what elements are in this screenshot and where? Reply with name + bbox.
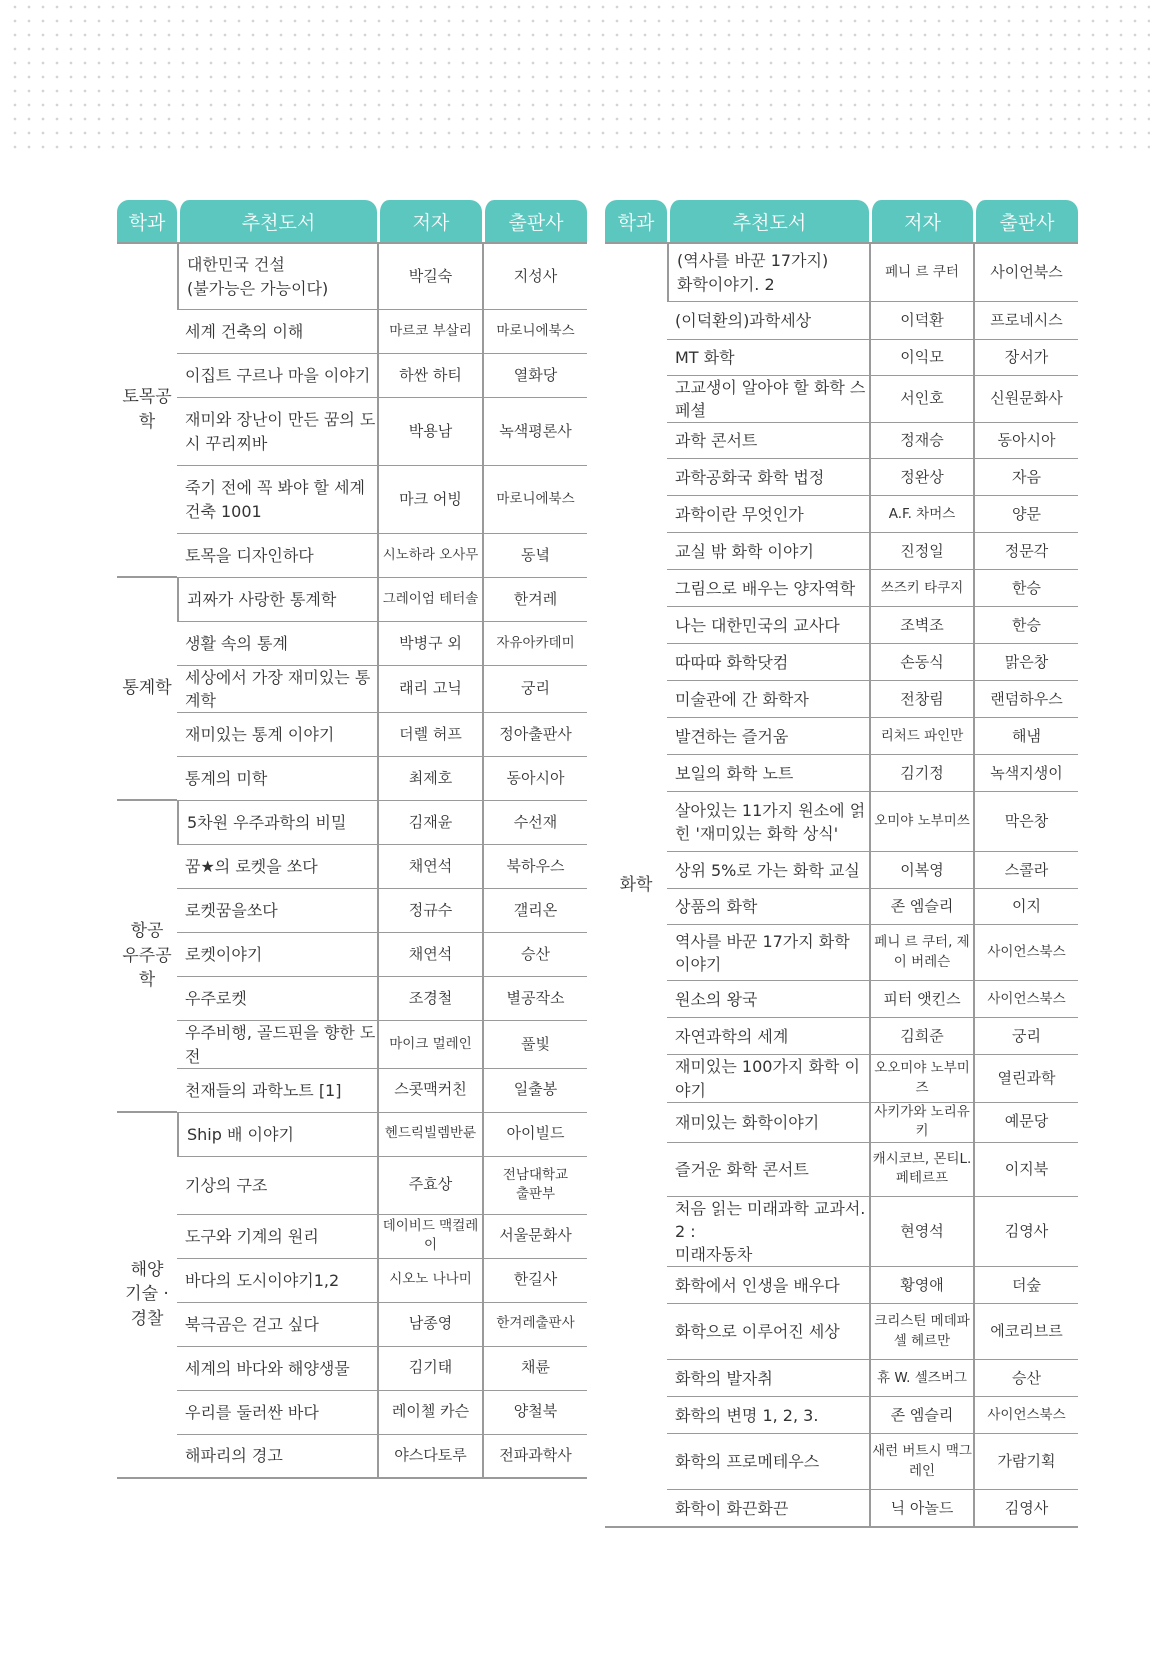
publisher-cell: 이지	[973, 889, 1078, 925]
author-cell: 주효상	[377, 1157, 482, 1215]
table-row	[117, 1259, 587, 1303]
publisher-cell: 북하우스	[482, 845, 587, 889]
book-title-cell: 화학의 발자취	[667, 1360, 869, 1397]
table-row	[117, 534, 587, 578]
author-cell: 이복영	[869, 852, 973, 889]
table-row	[605, 1360, 1078, 1397]
publisher-cell: 지성사	[482, 242, 587, 310]
table-row	[605, 1018, 1078, 1055]
book-title-cell: 원소의 왕국	[667, 981, 869, 1018]
book-title-cell: 해파리의 경고	[177, 1435, 377, 1479]
author-cell: 손동식	[869, 644, 973, 681]
publisher-cell: 한겨레	[482, 578, 587, 622]
author-cell: 이익모	[869, 340, 973, 376]
header-dept: 학과	[117, 200, 177, 242]
book-title-cell: 발견하는 즐거움	[667, 718, 869, 755]
table-row	[117, 1069, 587, 1113]
book-title-cell: 고교생이 알아야 할 화학 스페셜	[667, 376, 869, 423]
author-cell: 마크 어빙	[377, 466, 482, 534]
author-cell: 마르코 부살리	[377, 310, 482, 354]
table-row	[117, 354, 587, 398]
book-title-cell: 과학이란 무엇인가	[667, 496, 869, 533]
table-row	[605, 1490, 1078, 1528]
left-table-body	[117, 242, 587, 1479]
author-cell: 피터 앳킨스	[869, 981, 973, 1018]
publisher-cell: 프로네시스	[973, 302, 1078, 340]
publisher-cell: 사이언스북스	[973, 925, 1078, 981]
publisher-cell: 마로니에북스	[482, 310, 587, 354]
book-title-cell: 상위 5%로 가는 화학 교실	[667, 852, 869, 889]
left-header-row	[117, 200, 587, 242]
author-cell: 시오노 나나미	[377, 1259, 482, 1303]
author-cell: 캐시코브, 몬티L.페테르프	[869, 1143, 973, 1197]
table-row	[117, 977, 587, 1021]
table-row	[117, 578, 587, 622]
author-cell: 리처드 파인만	[869, 718, 973, 755]
publisher-cell: 별공작소	[482, 977, 587, 1021]
book-title-cell: 우주로켓	[177, 977, 377, 1021]
publisher-cell: 양문	[973, 496, 1078, 533]
publisher-cell: 자유아카데미	[482, 622, 587, 666]
publisher-cell: 풀빛	[482, 1021, 587, 1068]
dept-cell: 해양 기술 · 경찰	[117, 1113, 177, 1479]
author-cell: 새런 버트시 맥그레인	[869, 1434, 973, 1490]
table-row	[117, 933, 587, 977]
table-row	[605, 376, 1078, 423]
book-title-cell: 생활 속의 통계	[177, 622, 377, 666]
publisher-cell: 동아시아	[482, 757, 587, 801]
table-row	[605, 792, 1078, 852]
author-cell: 더렐 허프	[377, 713, 482, 757]
author-cell: 남종영	[377, 1303, 482, 1347]
header-book: 추천도서	[667, 200, 869, 242]
table-row	[117, 1113, 587, 1157]
publisher-cell: 열화당	[482, 354, 587, 398]
book-title-cell: 그림으로 배우는 양자역학	[667, 570, 869, 607]
publisher-cell: 정아출판사	[482, 713, 587, 757]
dept-cell: 항공 우주공학	[117, 801, 177, 1112]
book-title-cell: 세계의 바다와 해양생물	[177, 1347, 377, 1391]
author-cell: 데이비드 맥컬레이	[377, 1215, 482, 1259]
author-cell: 채연석	[377, 933, 482, 977]
book-title-cell: 자연과학의 세계	[667, 1018, 869, 1055]
table-row	[605, 889, 1078, 925]
author-cell: 존 엠슬리	[869, 889, 973, 925]
book-title-cell: 로켓꿈을쏘다	[177, 889, 377, 933]
author-cell: 현영석	[869, 1197, 973, 1268]
author-cell: 전창림	[869, 681, 973, 718]
table-row	[117, 713, 587, 757]
table-row	[117, 1021, 587, 1068]
author-cell: 야스다토루	[377, 1435, 482, 1479]
author-cell: 헨드릭빌렘반룬	[377, 1113, 482, 1157]
author-cell: 시노하라 오사무	[377, 534, 482, 578]
dept-cell: 토목공학	[117, 242, 177, 578]
publisher-cell: 스콜라	[973, 852, 1078, 889]
author-cell: 쓰즈키 타쿠지	[869, 570, 973, 607]
publisher-cell: 승산	[973, 1360, 1078, 1397]
header-author: 저자	[377, 200, 482, 242]
dept-cell: 화학	[605, 242, 667, 1528]
book-title-cell: 토목을 디자인하다	[177, 534, 377, 578]
publisher-cell: 궁리	[482, 666, 587, 713]
author-cell: 스콧맥커친	[377, 1069, 482, 1113]
book-title-cell: 교실 밖 화학 이야기	[667, 533, 869, 570]
table-row	[605, 1304, 1078, 1360]
book-title-cell: 기상의 구조	[177, 1157, 377, 1215]
book-title-cell: 화학의 프로메테우스	[667, 1434, 869, 1490]
table-row	[117, 1157, 587, 1215]
author-cell: 김기정	[869, 755, 973, 792]
header-dept: 학과	[605, 200, 667, 242]
table-row	[605, 423, 1078, 459]
author-cell: 황영애	[869, 1267, 973, 1304]
publisher-cell: 전파과학사	[482, 1435, 587, 1479]
table-row	[605, 755, 1078, 792]
author-cell: 크리스틴 메데파셀 헤르만	[869, 1304, 973, 1360]
right-header-row	[605, 200, 1078, 242]
table-row	[605, 1397, 1078, 1434]
author-cell: 페니 르 쿠터	[869, 242, 973, 302]
author-cell: 진정일	[869, 533, 973, 570]
table-row	[605, 1103, 1078, 1143]
book-title-cell: 이집트 구르나 마을 이야기	[177, 354, 377, 398]
table-row	[117, 398, 587, 466]
author-cell: 조경철	[377, 977, 482, 1021]
publisher-cell: 맑은창	[973, 644, 1078, 681]
publisher-cell: 김영사	[973, 1490, 1078, 1528]
book-title-cell: 보일의 화학 노트	[667, 755, 869, 792]
table-row	[117, 622, 587, 666]
table-row	[605, 644, 1078, 681]
publisher-cell: 녹색평론사	[482, 398, 587, 466]
table-row	[117, 466, 587, 534]
publisher-cell: 김영사	[973, 1197, 1078, 1268]
author-cell: 이덕환	[869, 302, 973, 340]
author-cell: 휴 W. 셀즈버그	[869, 1360, 973, 1397]
publisher-cell: 열린과학	[973, 1055, 1078, 1102]
book-title-cell: 나는 대한민국의 교사다	[667, 607, 869, 644]
table-row	[605, 302, 1078, 340]
table-row	[605, 1143, 1078, 1197]
header-author: 저자	[869, 200, 973, 242]
author-cell: 조벽조	[869, 607, 973, 644]
publisher-cell: 한승	[973, 570, 1078, 607]
author-cell: 박용남	[377, 398, 482, 466]
table-row	[117, 889, 587, 933]
book-title-cell: 우주비행, 골드핀을 향한 도전	[177, 1021, 377, 1068]
publisher-cell: 양철북	[482, 1391, 587, 1435]
table-row	[117, 801, 587, 845]
publisher-cell: 승산	[482, 933, 587, 977]
author-cell: 김재윤	[377, 801, 482, 845]
book-title-cell: 로켓이야기	[177, 933, 377, 977]
publisher-cell: 서울문화사	[482, 1215, 587, 1259]
author-cell: 채연석	[377, 845, 482, 889]
author-cell: 박병구 외	[377, 622, 482, 666]
book-title-cell: 재미있는 화학이야기	[667, 1103, 869, 1143]
table-row	[117, 1215, 587, 1259]
publisher-cell: 사이언스북스	[973, 1397, 1078, 1434]
table-row	[117, 1435, 587, 1479]
book-title-cell: 도구와 기계의 원리	[177, 1215, 377, 1259]
book-title-cell: 대한민국 건설 (불가능은 가능이다)	[177, 242, 377, 310]
publisher-cell: 마로니에북스	[482, 466, 587, 534]
author-cell: 오오미야 노부미즈	[869, 1055, 973, 1102]
publisher-cell: 신원문화사	[973, 376, 1078, 423]
publisher-cell: 전남대학교 출판부	[482, 1157, 587, 1215]
author-cell: 최제호	[377, 757, 482, 801]
dept-cell: 통계학	[117, 578, 177, 801]
author-cell: 페니 르 쿠터, 제이 버레슨	[869, 925, 973, 981]
table-row	[117, 666, 587, 713]
publisher-cell: 아이빌드	[482, 1113, 587, 1157]
table-row	[605, 1197, 1078, 1268]
book-title-cell: 미술관에 간 화학자	[667, 681, 869, 718]
publisher-cell: 장서가	[973, 340, 1078, 376]
author-cell: 서인호	[869, 376, 973, 423]
table-row	[605, 1267, 1078, 1304]
book-title-cell: 화학으로 이루어진 세상	[667, 1304, 869, 1360]
book-title-cell: 재미있는 통계 이야기	[177, 713, 377, 757]
table-row	[605, 925, 1078, 981]
author-cell: 정완상	[869, 459, 973, 496]
publisher-cell: 해냄	[973, 718, 1078, 755]
publisher-cell: 사이언스북스	[973, 981, 1078, 1018]
book-title-cell: 재미있는 100가지 화학 이야기	[667, 1055, 869, 1102]
author-cell: A.F. 차머스	[869, 496, 973, 533]
author-cell: 레이첼 카슨	[377, 1391, 482, 1435]
book-title-cell: 화학이 화끈화끈	[667, 1490, 869, 1528]
book-title-cell: 죽기 전에 꼭 봐야 할 세계 건축 1001	[177, 466, 377, 534]
author-cell: 정규수	[377, 889, 482, 933]
book-title-cell: 처음 읽는 미래과학 교과서. 2 : 미래자동차	[667, 1197, 869, 1268]
publisher-cell: 한길사	[482, 1259, 587, 1303]
book-title-cell: (역사를 바꾼 17가지) 화학이야기. 2	[667, 242, 869, 302]
table-row	[605, 607, 1078, 644]
author-cell: 김희준	[869, 1018, 973, 1055]
table-row	[605, 1434, 1078, 1490]
book-title-cell: 화학의 변명 1, 2, 3.	[667, 1397, 869, 1434]
publisher-cell: 가람기획	[973, 1434, 1078, 1490]
book-title-cell: 5차원 우주과학의 비밀	[177, 801, 377, 845]
publisher-cell: 이지북	[973, 1143, 1078, 1197]
book-title-cell: 과학 콘서트	[667, 423, 869, 459]
author-cell: 래리 고닉	[377, 666, 482, 713]
author-cell: 오미야 노부미쓰	[869, 792, 973, 852]
book-title-cell: 통계의 미학	[177, 757, 377, 801]
author-cell: 그레이엄 테터솔	[377, 578, 482, 622]
table-row	[605, 496, 1078, 533]
table-row	[117, 845, 587, 889]
publisher-cell: 자음	[973, 459, 1078, 496]
book-title-cell: MT 화학	[667, 340, 869, 376]
book-title-cell: 과학공화국 화학 법정	[667, 459, 869, 496]
table-row	[605, 852, 1078, 889]
book-title-cell: 역사를 바꾼 17가지 화학 이야기	[667, 925, 869, 981]
book-title-cell: 즐거운 화학 콘서트	[667, 1143, 869, 1197]
header-publisher: 출판사	[973, 200, 1078, 242]
table-row	[605, 681, 1078, 718]
header-publisher: 출판사	[482, 200, 587, 242]
publisher-cell: 한겨레출판사	[482, 1303, 587, 1347]
table-row	[117, 757, 587, 801]
table-row	[117, 1303, 587, 1347]
publisher-cell: 수선재	[482, 801, 587, 845]
publisher-cell: 갤리온	[482, 889, 587, 933]
publisher-cell: 예문당	[973, 1103, 1078, 1143]
book-title-cell: 화학에서 인생을 배우다	[667, 1267, 869, 1304]
publisher-cell: 랜덤하우스	[973, 681, 1078, 718]
book-title-cell: 꿈★의 로켓을 쏘다	[177, 845, 377, 889]
author-cell: 닉 아놀드	[869, 1490, 973, 1528]
book-title-cell: 괴짜가 사랑한 통계학	[177, 578, 377, 622]
book-title-cell: 세계 건축의 이해	[177, 310, 377, 354]
table-row	[605, 718, 1078, 755]
book-title-cell: 천재들의 과학노트 [1]	[177, 1069, 377, 1113]
book-title-cell: 세상에서 가장 재미있는 통계학	[177, 666, 377, 713]
table-row	[605, 340, 1078, 376]
table-row	[605, 981, 1078, 1018]
header-book: 추천도서	[177, 200, 377, 242]
book-title-cell: 상품의 화학	[667, 889, 869, 925]
author-cell: 존 엠슬리	[869, 1397, 973, 1434]
table-row	[117, 1391, 587, 1435]
table-row	[117, 1347, 587, 1391]
book-title-cell: (이덕환의)과학세상	[667, 302, 869, 340]
table-row	[605, 570, 1078, 607]
dot-pattern-background	[8, 0, 1150, 150]
book-title-cell: Ship 배 이야기	[177, 1113, 377, 1157]
publisher-cell: 궁리	[973, 1018, 1078, 1055]
table-row	[117, 310, 587, 354]
publisher-cell: 동아시아	[973, 423, 1078, 459]
book-title-cell: 북극곰은 걷고 싶다	[177, 1303, 377, 1347]
left-book-table	[117, 200, 587, 1479]
author-cell: 사키가와 노리유키	[869, 1103, 973, 1143]
table-row	[605, 533, 1078, 570]
table-row	[605, 242, 1078, 302]
table-row	[605, 459, 1078, 496]
publisher-cell: 더숲	[973, 1267, 1078, 1304]
book-title-cell: 바다의 도시이야기1,2	[177, 1259, 377, 1303]
publisher-cell: 정문각	[973, 533, 1078, 570]
publisher-cell: 막은창	[973, 792, 1078, 852]
publisher-cell: 채륜	[482, 1347, 587, 1391]
author-cell: 마이크 멀레인	[377, 1021, 482, 1068]
author-cell: 정재승	[869, 423, 973, 459]
author-cell: 박길숙	[377, 242, 482, 310]
publisher-cell: 에코리브르	[973, 1304, 1078, 1360]
author-cell: 김기태	[377, 1347, 482, 1391]
publisher-cell: 사이언북스	[973, 242, 1078, 302]
right-book-table	[605, 200, 1078, 1528]
book-title-cell: 살아있는 11가지 원소에 얽힌 '재미있는 화학 상식'	[667, 792, 869, 852]
table-row	[605, 1055, 1078, 1102]
publisher-cell: 일출봉	[482, 1069, 587, 1113]
table-row	[117, 242, 587, 310]
publisher-cell: 동녘	[482, 534, 587, 578]
author-cell: 하싼 하티	[377, 354, 482, 398]
book-title-cell: 따따따 화학닷컴	[667, 644, 869, 681]
book-title-cell: 재미와 장난이 만든 꿈의 도시 꾸리찌바	[177, 398, 377, 466]
right-table-body	[605, 242, 1078, 1528]
book-title-cell: 우리를 둘러싼 바다	[177, 1391, 377, 1435]
publisher-cell: 녹색지생이	[973, 755, 1078, 792]
publisher-cell: 한승	[973, 607, 1078, 644]
